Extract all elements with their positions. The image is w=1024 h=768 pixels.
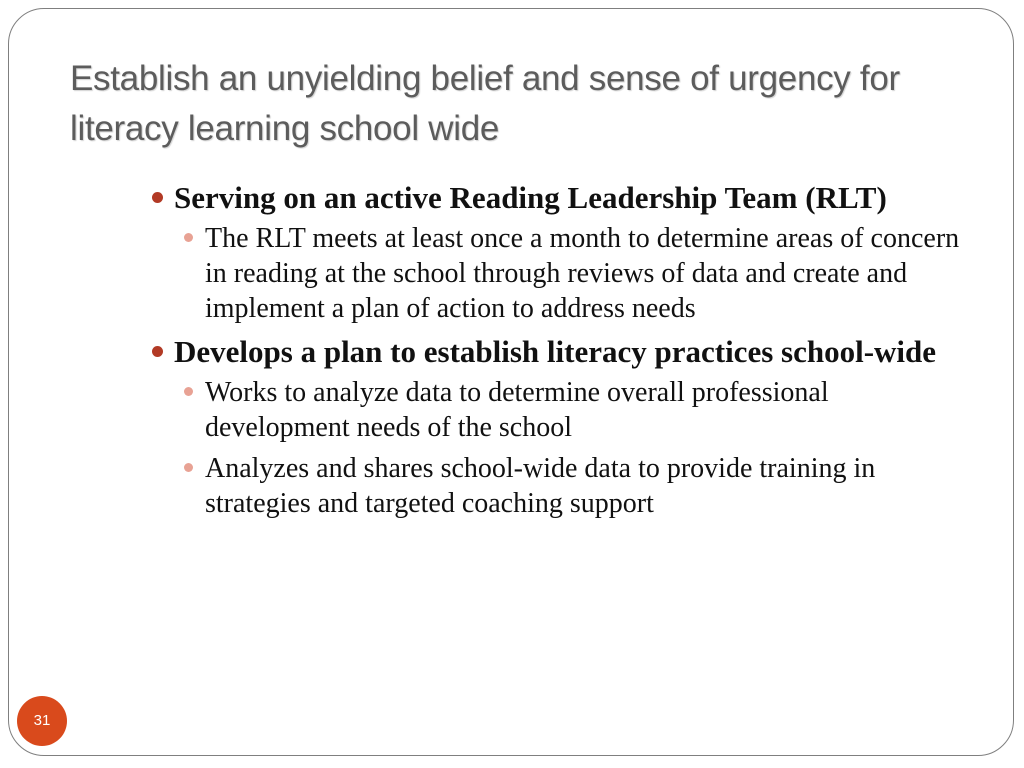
sub-bullet-list — [181, 375, 980, 521]
sub-bullet-text: Works to analyze data to determine overall professional development needs of the school — [205, 377, 829, 443]
bullet-text: Develops a plan to establish literacy practices school-wide — [174, 334, 937, 369]
sub-bullet-dot-icon — [184, 463, 193, 472]
sub-bullet-list — [181, 221, 980, 326]
sub-bullet-item — [181, 451, 980, 521]
sub-bullet-text: Analyzes and shares school-wide data to provide training in strategies and targeted coaching support — [205, 453, 876, 519]
sub-bullet-item — [181, 221, 980, 326]
bullet-dot-icon — [152, 192, 163, 203]
sub-bullet-item — [181, 375, 980, 445]
bullet-text: Serving on an active Reading Leadership Team (RLT) — [174, 180, 887, 215]
sub-bullet-text: The RLT meets at least once a month to determine areas of concern in reading at the school through reviews of data and create and implement a plan of action to address needs — [205, 223, 960, 324]
bullet-item — [150, 180, 980, 215]
bullet-item — [150, 334, 980, 369]
sub-bullet-dot-icon — [184, 387, 193, 396]
sub-bullet-dot-icon — [184, 233, 193, 242]
slide-title: Establish an unyielding belief and sense of urgency for literacy learning school wide — [70, 59, 900, 148]
bullet-dot-icon — [152, 346, 163, 357]
slide-content — [150, 180, 980, 529]
page-number-badge: 31 — [17, 696, 67, 746]
